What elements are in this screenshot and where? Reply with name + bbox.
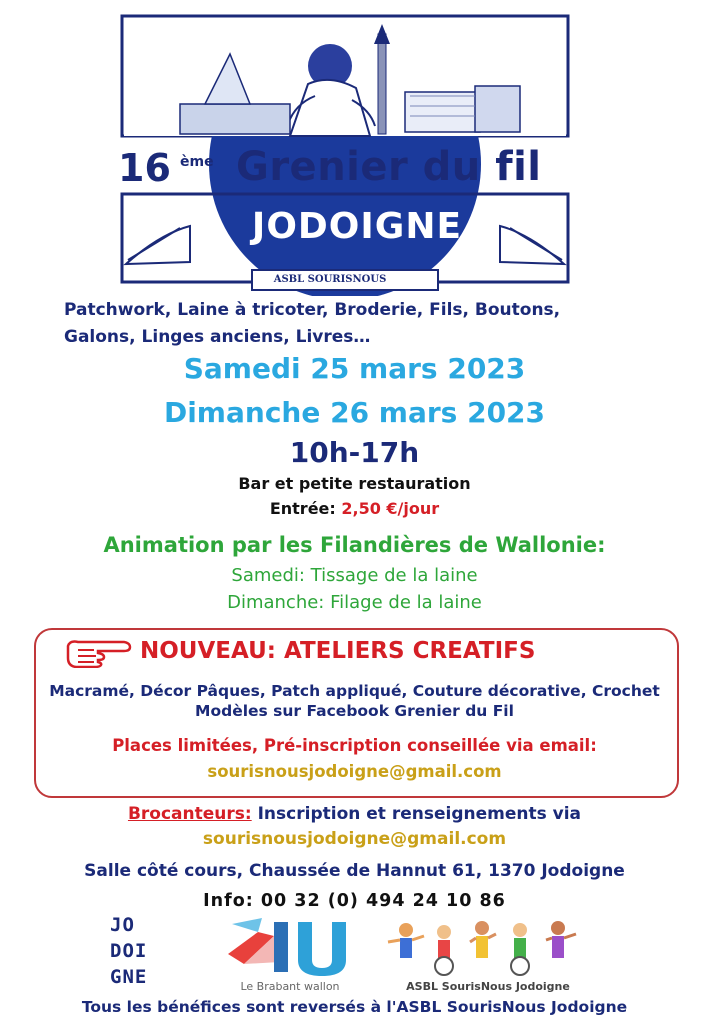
bar-info: Bar et petite restauration [238,474,471,493]
city-name: JODOIGNE [251,206,463,247]
ateliers-facebook: Modèles sur Facebook Grenier du Fil [195,702,514,720]
entry-price: 2,50 €/jour [341,499,440,518]
brabant-wallon-caption: Le Brabant wallon [240,980,340,993]
brocanteurs-email-link[interactable]: sourisnousjodoigne@gmail.com [202,829,507,849]
brabant-wallon-logo-mark [222,914,358,976]
edition-suffix: ème [180,154,214,170]
venue-address: Salle côté cours, Chaussée de Hannut 61, 1370 Jodoigne [84,861,625,881]
entry-label: Entrée: [269,499,336,518]
brocanteurs-label: Brocanteurs: [127,804,252,824]
sourisnous-logo [382,916,594,994]
brocanteurs-line [0,804,709,824]
pointing-hand-icon [64,636,134,668]
org-banner: ASBL SOURISNOUS [273,274,387,285]
date-saturday: Samedi 25 mars 2023 [183,352,526,385]
jodoigne-logo-line3: GNE [110,966,148,988]
ateliers-title: NOUVEAU: ATELIERS CREATIFS [140,638,536,664]
sourisnous-children-illustration [382,916,594,976]
sourisnous-caption: ASBL SourisNous Jodoigne [406,980,570,993]
jodoigne-logo-line1: JO [110,914,135,936]
footer-note: Tous les bénéfices sont reversés à l'ASBL SourisNous Jodoigne [81,998,628,1016]
info-phone: Info: 00 32 (0) 494 24 10 86 [203,891,506,911]
edition-number: 16 [118,146,171,190]
entry-info [0,499,709,518]
products-line-2: Galons, Linges anciens, Livres… [64,327,371,347]
products-line-1: Patchwork, Laine à tricoter, Broderie, Fils, Boutons, [64,300,561,320]
opening-hours: 10h-17h [289,436,420,469]
animation-title: Animation par les Filandières de Wallonie: [103,533,606,557]
brabant-wallon-logo [222,914,358,996]
jodoigne-logo-line2: DOI [110,940,148,962]
brocanteurs-text: Inscription et renseignements via [257,804,582,824]
ateliers-list: Macramé, Décor Pâques, Patch appliqué, Couture décorative, Crochet [49,682,660,700]
ateliers-places: Places limitées, Pré-inscription conseillée via email: [112,736,597,755]
ateliers-email-link[interactable]: sourisnousjodoigne@gmail.com [207,762,502,781]
jodoigne-logo [110,912,172,994]
animation-sunday: Dimanche: Filage de la laine [227,592,482,613]
page-title: Grenier du fil [236,144,542,190]
animation-saturday: Samedi: Tissage de la laine [231,565,478,586]
date-sunday: Dimanche 26 mars 2023 [163,396,546,429]
